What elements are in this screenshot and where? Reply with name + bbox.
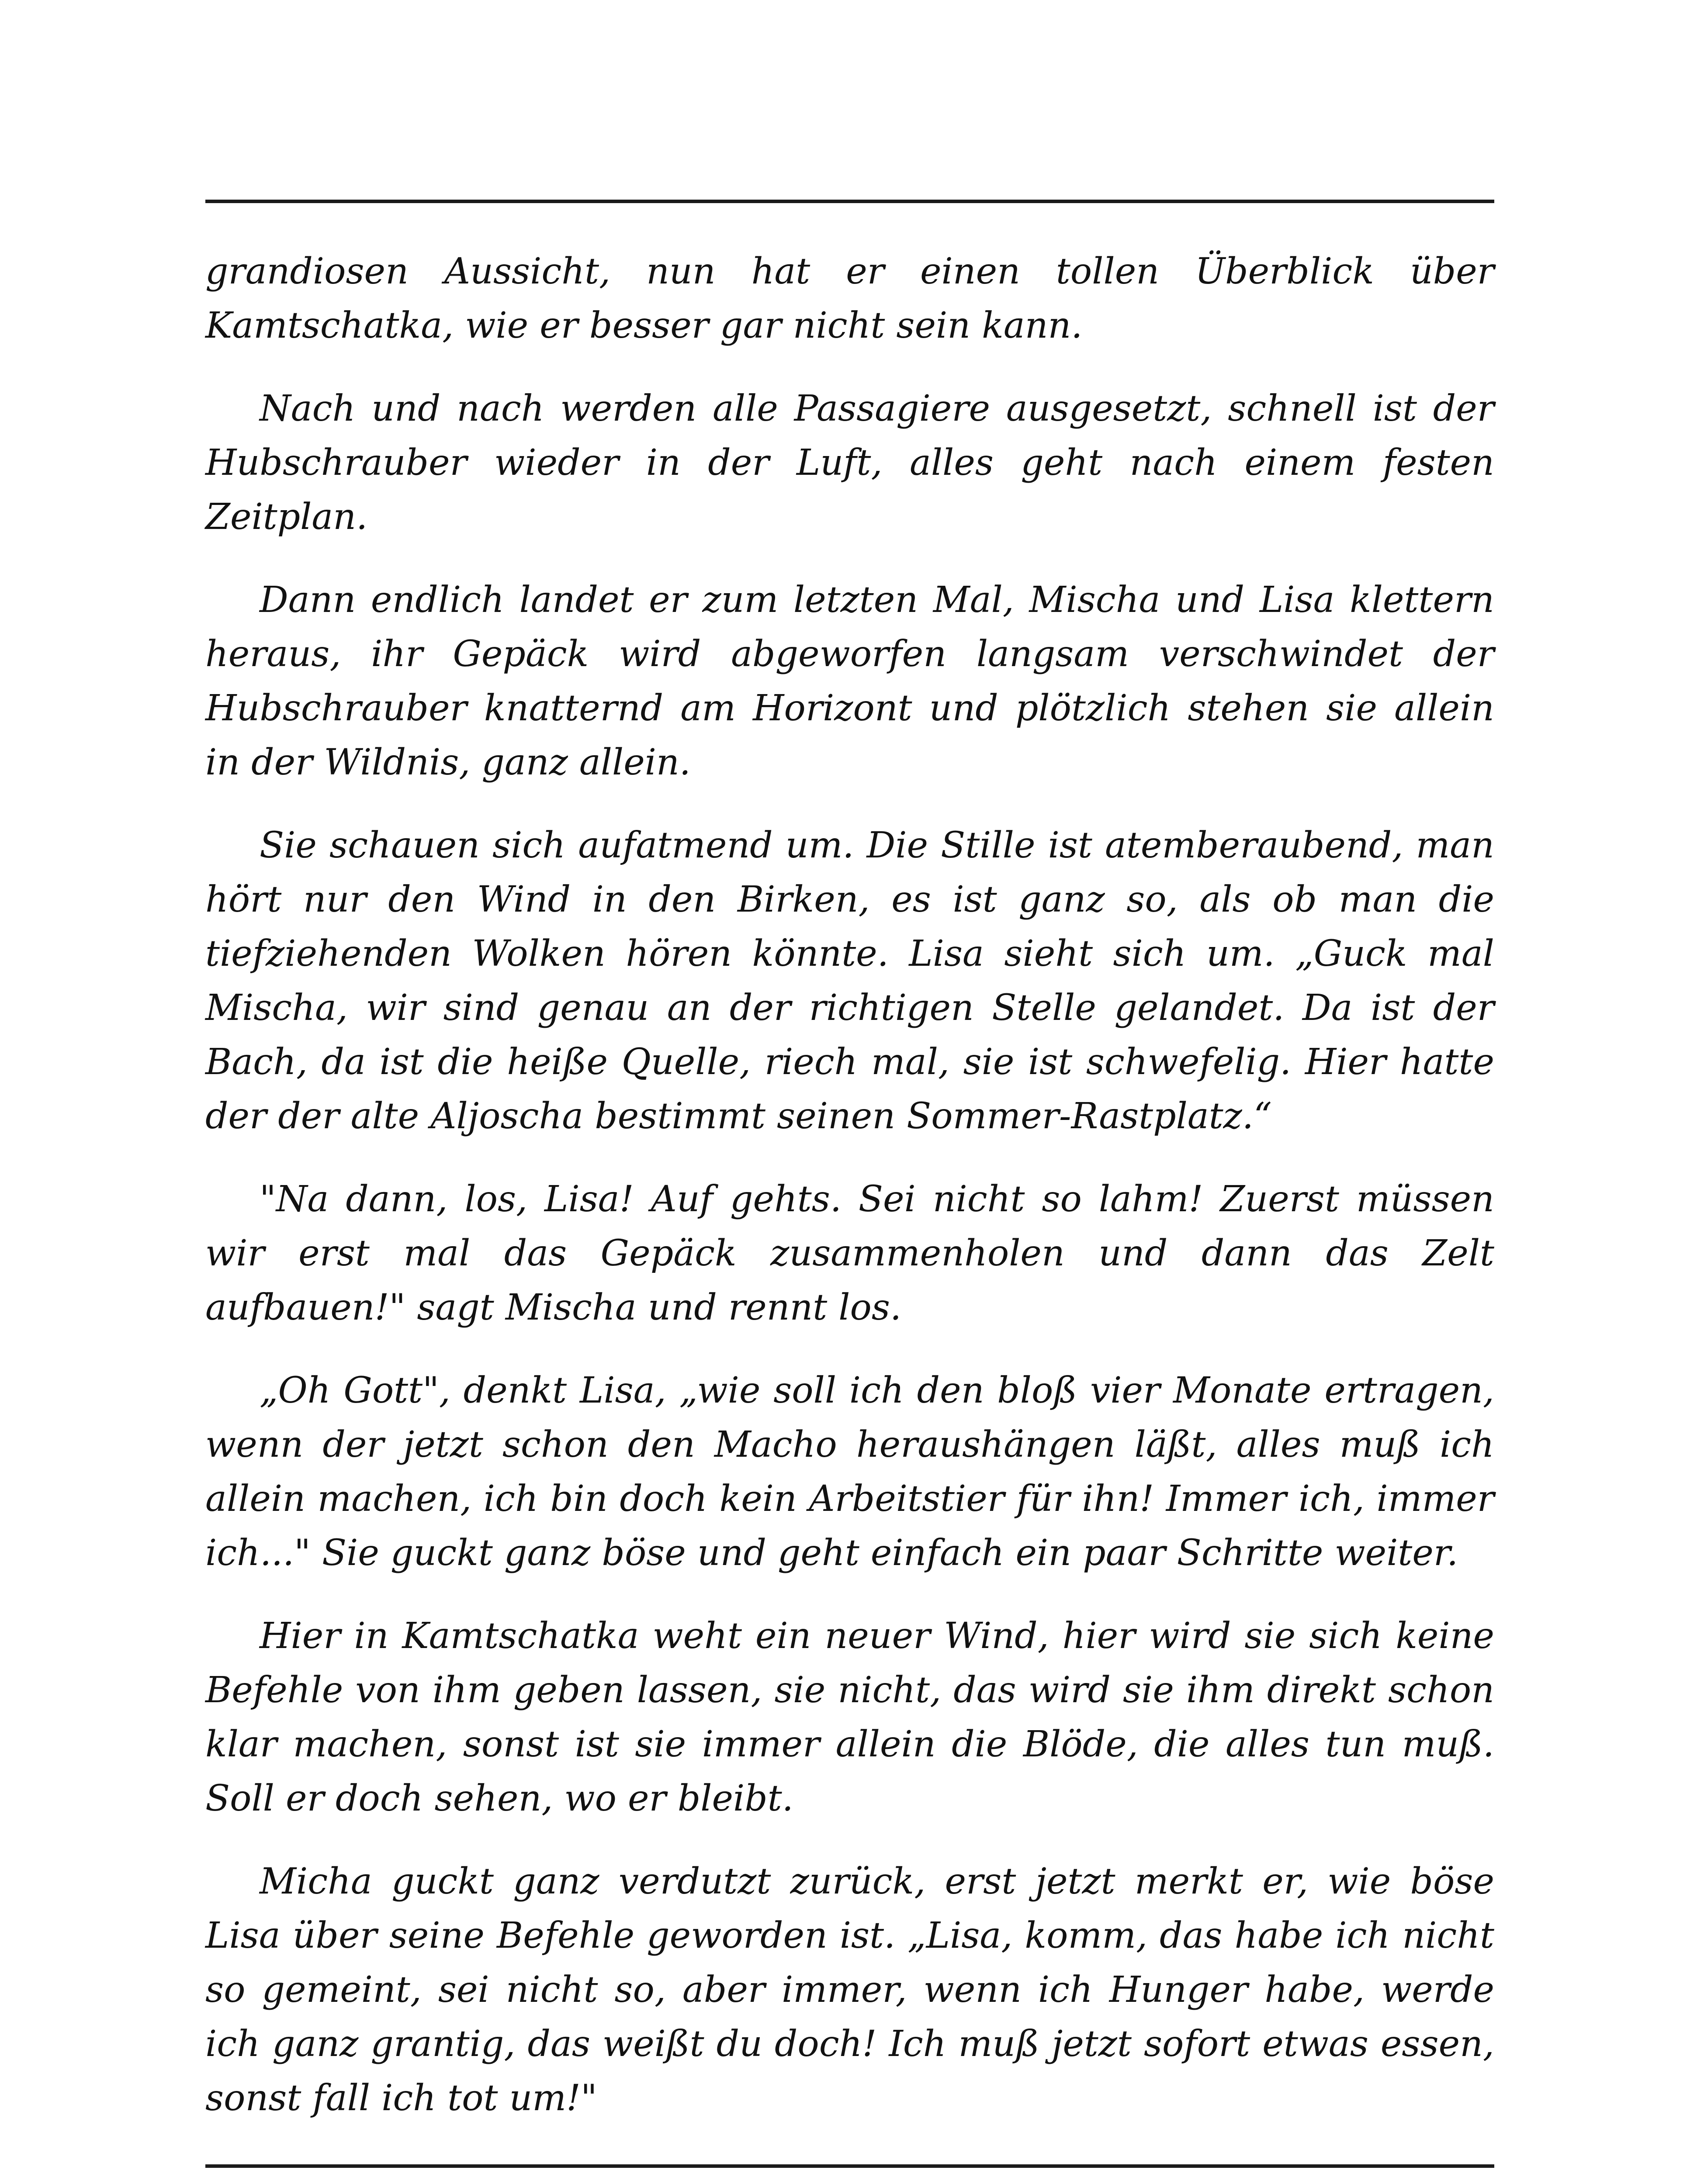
paragraph-2: Nach und nach werden alle Passagiere ausgesetzt, schnell ist der Hubschrauber wieder in der Luft, alles geht nach einem festen Zeitplan.: [205, 388, 1494, 538]
footer-rule: [205, 2164, 1494, 2168]
paragraph-4: Sie schauen sich aufatmend um. Die Stille ist atemberaubend, man hört nur den Wind in den Birken, es ist ganz so, als ob man die tiefziehenden Wolken hören könnte. Lisa sieht sich um. „Guck mal Mischa, wir sind genau an der richtigen Stelle gelandet. Da ist der Bach, da ist die heiße Quelle, riech mal, sie ist schwefelig. Hier hatte der der alte Aljoscha bestimmt seinen Sommer-Rastplatz.“: [205, 825, 1494, 1137]
header-rule: [205, 200, 1494, 203]
page-body: [205, 245, 1494, 2154]
paragraph-8: Micha guckt ganz verdutzt zurück, erst jetzt merkt er, wie böse Lisa über seine Befehle geworden ist. „Lisa, komm, das habe ich nicht so gemeint, sei nicht so, aber immer, wenn ich Hunger habe, werde ich ganz grantig, das weißt du doch! Ich muß jetzt sofort etwas essen, sonst fall ich tot um!": [205, 1861, 1494, 2119]
paragraph-3: Dann endlich landet er zum letzten Mal, Mischa und Lisa klettern heraus, ihr Gepäck wird abgeworfen langsam verschwindet der Hubschrauber knatternd am Horizont und plötzlich stehen sie allein in der Wildnis, ganz allein.: [205, 579, 1494, 783]
paragraph-1: grandiosen Aussicht, nun hat er einen tollen Überblick über Kamtschatka, wie er besser gar nicht sein kann.: [205, 251, 1494, 346]
paragraph-5: "Na dann, los, Lisa! Auf gehts. Sei nicht so lahm! Zuerst müssen wir erst mal das Gepäck zusammenholen und dann das Zelt aufbauen!" sagt Mischa und rennt los.: [205, 1178, 1494, 1328]
paragraph-7: Hier in Kamtschatka weht ein neuer Wind, hier wird sie sich keine Befehle von ihm geben lassen, sie nicht, das wird sie ihm direkt schon klar machen, sonst ist sie immer allein die Blöde, die alles tun muß. Soll er doch sehen, wo er bleibt.: [205, 1615, 1494, 1819]
paragraph-6: „Oh Gott", denkt Lisa, „wie soll ich den bloß vier Monate ertragen, wenn der jetzt schon den Macho heraushängen läßt, alles muß ich allein machen, ich bin doch kein Arbeitstier für ihn! Immer ich, immer ich..." Sie guckt ganz böse und geht einfach ein paar Schritte weiter.: [205, 1370, 1494, 1574]
